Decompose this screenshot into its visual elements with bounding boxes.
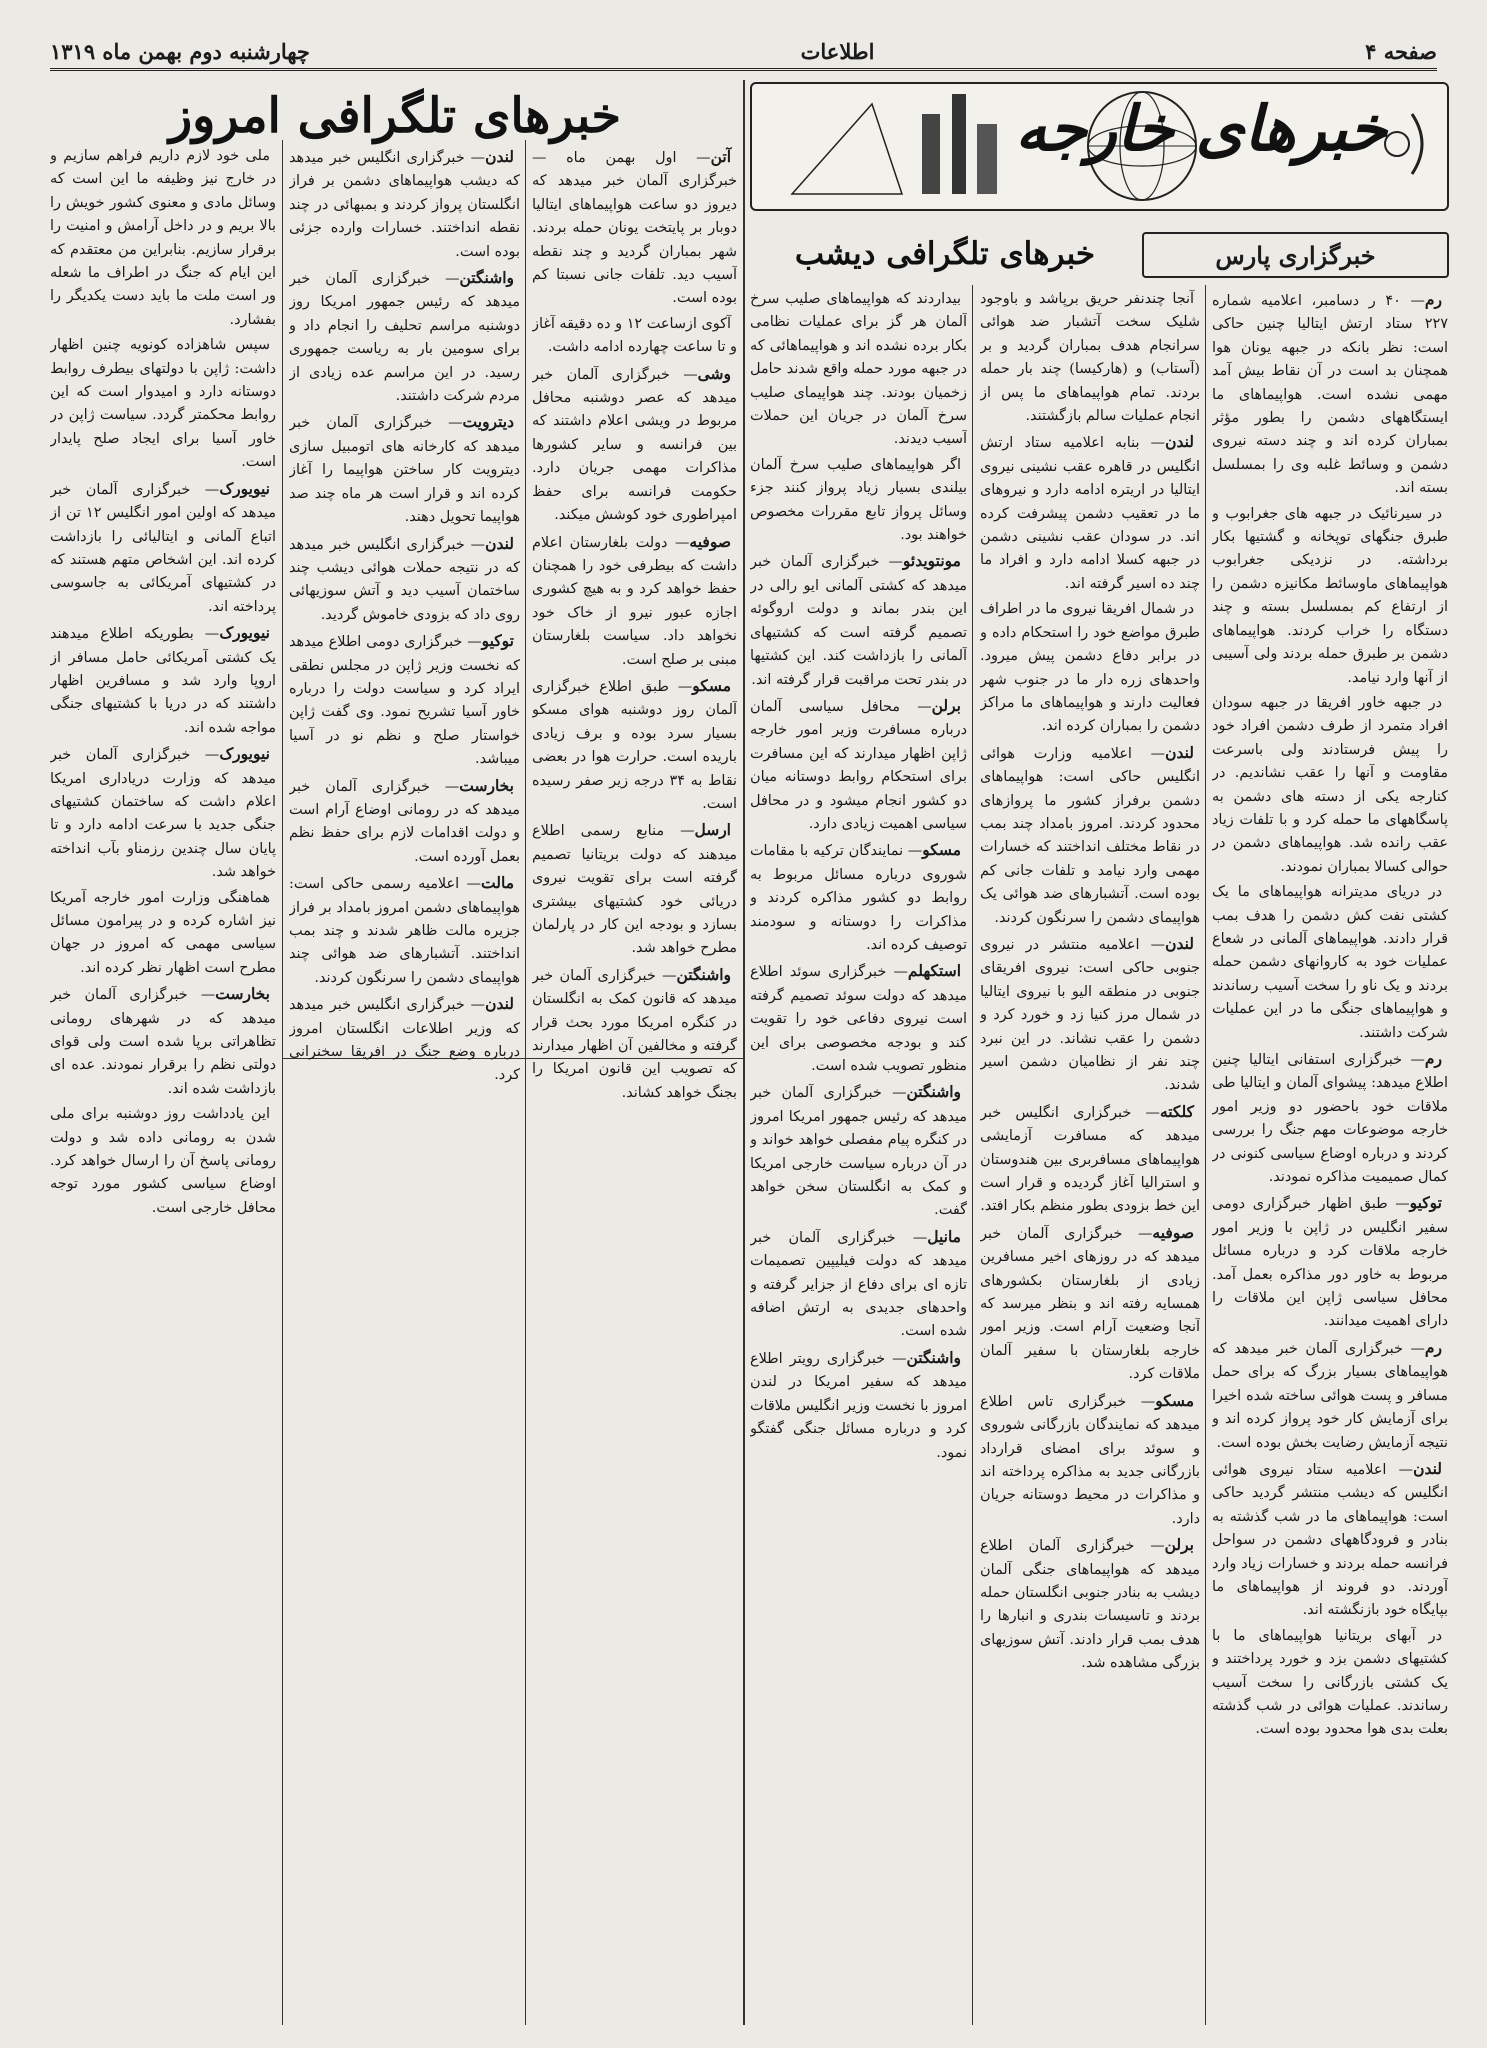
news-text: — خبرگزاری آلمان خبر میدهد که وزارت دریاداری امریکا اعلام داشت که ساختمان کشتیهای جنگی جدید با سرعت ادامه دارد و تا پایان سال چندین رزمناو بآب انداخته خواهد شد.: [50, 747, 276, 881]
news-item: [289, 410, 520, 529]
dateline: مانیل: [927, 1226, 961, 1246]
news-item: [1212, 692, 1448, 879]
news-text: — خبرگزاری استفانی ایتالیا چنین اطلاع میدهد: پیشوای آلمان و ایتالیا طی ملاقات خود باحضور دو وزیر امور خارجه موضوعات مهم جنگ را بررسی کردند و درباره اوضاع سیاسی کنونی در کمال صمیمیت مذاکره نمودند.: [1212, 1052, 1448, 1186]
pars-agency-label: خبرگزاری پارس: [1142, 232, 1449, 278]
news-item: [750, 838, 967, 957]
dateline: نیویورک: [219, 623, 270, 643]
news-text: — اعلامیه وزارت هوائی انگلیس حاکی است: هواپیماهای دشمن برفراز کشور ما پروازهای محدود کردند. امروز بامداد چند بمب در نقاط مختلف انداختند که خسارات مهمی وارد نیامد و تلفات جانی کم بوده است. آتشبارهای ضد هوائی یک هواپیمای دشمن را سرنگون کردند.: [980, 745, 1200, 926]
dateline: لندن: [1165, 742, 1194, 762]
dateline: لندن: [485, 147, 514, 166]
today-headline: خبرهای تلگرافی امروز: [169, 88, 621, 144]
dateline: واشنگتن: [906, 1082, 961, 1102]
news-text: در جبهه خاور افریقا در جبهه سودان افراد متمرد از طرف دشمن افراد خود را پیش فرستادند ولی باسرعت مقاومت و آنها را عقب نشاندیم. در کنارجه یکی از دسته های دشمن به پاسگاههای ما حمله کرد و با تلفات زیاد عقب رانده شد. هواپیماهای دشمن در حوالی کسالا بمباران نمودند.: [1212, 694, 1448, 875]
news-item: [50, 477, 276, 619]
news-text: بیداردند که هواپیماهای صلیب سرخ آلمان هر گز برای عملیات نظامی بکار برده نشده اند و هواپیماهائی که در جبهه مورد حمله واقع شدند حامل زخمیان بودند. چند هواپیمای صلیب سرخ آلمان در جریان این حملات آسیب دیدند.: [750, 291, 967, 448]
news-column-6: [50, 145, 276, 2023]
news-text: هماهنگی وزارت امور خارجه آمریکا نیز اشاره کرده و در پیرامون مسائل سیاسی مهمی که امروز در جهان مطرح است اظهار نظر کرده اند.: [50, 889, 276, 976]
news-text: آکوی ازساعت ۱۲ و ده دقیقه آغاز و تا ساعت چهارده ادامه داشت.: [532, 315, 737, 356]
news-item: [1212, 881, 1448, 1045]
news-text: — خبرگزاری آلمان خبر میدهد که اولین امور انگلیس ۱۲ تن از اتباع آلمانی و ایتالیائی را بازداشت کرده اند. این اشخاص متهم هستند که در کشتیهای آمریکائی به جاسوسی پرداخته اند.: [50, 481, 276, 615]
news-item: [532, 362, 737, 528]
news-item: [1212, 1191, 1448, 1333]
dateline: صوفیه: [1152, 1222, 1194, 1242]
dateline: وشی: [697, 363, 731, 383]
news-text: — اول بهمن ماه — خبرگزاری آلمان خبر میدهد که دیروز دو ساعت هواپیماهای ایتالیا دوبار بر پایتخت یونان حمله بردند. شهر بمباران گردید و چند نقطه آسیب دید. تلفات جانی نسبتا کم بوده است.: [532, 150, 737, 307]
news-item: [50, 887, 276, 981]
news-text: — خبرگزاری انگلیس خبر میدهد که در نتیجه حملات هوائی دیشب چند ساختمان آسیب دید و آتش سوزیهائی روی داد که بزودی خاموش گردید.: [289, 536, 520, 623]
news-item: [50, 982, 276, 1101]
news-text: — اعلامیه منتشر در نیروی جنوبی حاکی است: نیروی افریقای جنوبی در منطقه الیو با نیروی ایتالیا در شمال مرز کنیا زد و خورد کرد و دشمن را عقب نشاند. در این نبرد چند نفر از نظامیان دشمن اسیر شدند.: [980, 936, 1200, 1094]
banner-title: خبرهای خارجه: [1015, 92, 1387, 165]
dateline: لندن: [1165, 432, 1194, 452]
news-item: [980, 1389, 1200, 1531]
news-text: سپس شاهزاده کونویه چنین اظهار داشت: ژاپن با دولتهای بیطرف روابط دوستانه دارد و امیدوار است که این روابط محکمتر گردد. سیاست ژاپن در خاور آسیا برای ایجاد صلح پایدار است.: [50, 337, 276, 471]
dateline: واشنگتن: [459, 268, 514, 288]
news-item: [980, 932, 1200, 1098]
dateline: لندن: [485, 994, 514, 1014]
news-text: در دریای مدیترانه هواپیماهای ما یک کشتی نفت کش دشمن را هدف بمب قرار دادند. هواپیماهای آلمانی در شعاع عملیات خود به کاروانهای دشمن حمله بردند و یک ناو را سخت آسیب رساندند و هواپیماهای جنگی ما در این عملیات شرکت داشتند.: [1212, 884, 1448, 1041]
news-text: — خبرگزاری آلمان خبر میدهد که رئیس جمهور امریکا امروز در کنگره پیام مفصلی خواهد خواند و در آن درباره سیاست خارجی امریکا و کمک به انگلستان سخن خواهد گفت.: [750, 1085, 967, 1219]
news-item: [50, 621, 276, 740]
dateline: لندن: [485, 533, 514, 553]
news-text: — خبرگزاری آلمان خبر میدهد که در روزهای اخیر مسافرین زیادی از بلغارستان بکشورهای همسایه رفته اند و بنظر میرسد که آنجا وضعیت آرام است. وزیر امور خارجه بلغارستان با سفیر آلمان ملاقات کرد.: [980, 1225, 1200, 1383]
news-text: در شمال افریقا نیروی ما در اطراف طبرق مواضع خود را استحکام داده و در برابر دفاع دشمن پیش میرود. واحدهای زره دار ما در جنوب شهر فعالیت دارند و هواپیماهای ما مراکز دشمن را بمباران کرده اند.: [980, 601, 1200, 735]
dateline: آتن: [710, 147, 731, 166]
news-item: [750, 1346, 967, 1465]
news-item: [532, 963, 737, 1105]
news-item: [980, 430, 1200, 596]
news-column-3: [750, 288, 967, 2023]
issue-date: چهارشنبه دوم بهمن ماه ۱۳۱۹: [50, 38, 310, 64]
news-text: — خبرگزاری آلمان خبر میدهد که کشتی آلمانی ایو رالی در این بندر بماند و دولت اروگوئه تصمیم گرفته است که کشتیهای آلمانی را بازداشت کند. این کشتیها در بندر تحت مراقبت قرار گرفته اند.: [750, 554, 967, 688]
news-column-2: [980, 288, 1200, 2023]
news-text: آنجا چندنفر حریق برپاشد و باوجود شلیک سخت آتشبار ضد هوائی سرانجام هدف بمباران گردید و بر (آستاب) و (هارکیسا) چند بار حمله بردند. تمام هواپیماهای ما پس از انجام عملیات سالم بازگشتند.: [980, 291, 1200, 425]
news-text: — خبرگزاری انگلیس خبر میدهد که مسافرت آزمایشی هواپیماهای مسافربری بین هندوستان و استرالیا آغاز گردیده و قرار است این خط بزودی بطور منظم بکار افتد.: [980, 1104, 1200, 1215]
news-item: [750, 288, 967, 452]
news-item: [1212, 1457, 1448, 1623]
news-text: — خبرگزاری آلمان خبر میدهد که هواپیماهای بسیار بزرگ که برای حمل مسافر و پست هوائی ساخته شده اخیرا برای آزمایش کار خود پرواز کرده اند و نتیجه آزمایش رضایت بخش بوده است.: [1212, 1340, 1448, 1451]
dateline: نیویورک: [219, 744, 270, 764]
news-item: [50, 334, 276, 474]
news-item: [50, 145, 276, 332]
news-item: [1212, 1625, 1448, 1742]
news-item: [50, 1103, 276, 1220]
dateline: توکیو: [481, 631, 514, 651]
dateline: مسکو: [692, 675, 731, 695]
news-item: [532, 313, 737, 360]
news-column-5: [289, 145, 520, 2023]
running-head: [50, 34, 1437, 71]
news-item: [532, 145, 737, 311]
dateline: رم: [1424, 1337, 1442, 1357]
news-item: [289, 145, 520, 264]
news-text: — خبرگزاری آلمان خبر میدهد که کارخانه های اتومبیل سازی دیترویت کار ساختن هواپیما را آغاز کرده اند و قرار است هر ماه چند صد هواپیما تحویل دهند.: [289, 415, 520, 526]
news-item: [750, 959, 967, 1078]
news-text: در سیرنائیک در جبهه های جغرابوب و طبرق جنگهای توپخانه و گشتیها بکار برداشته. در نزدیکی جغرابوب هواپیماهای ماوسائط مکانیزه دشمن را از ارتفاع کم بمسلسل بسته و چند دستگاه را خراب کردند. هواپیماهای دشمن بر طبرق حمله بردند ولی آسیبی از آنها وارد نیامد.: [1212, 505, 1448, 686]
dateline: استکهلم: [907, 961, 961, 981]
news-item: [980, 1221, 1200, 1387]
news-text: — خبرگزاری رویتر اطلاع میدهد که سفیر امریکا در لندن امروز با نخست وزیر انگلیس ملاقات کرد و درباره مسائل جنگی گفتگو نمود.: [750, 1350, 967, 1461]
center-divider: [743, 80, 745, 2025]
news-item: [750, 549, 967, 691]
news-text: — خبرگزاری دومی اطلاع میدهد که نخست وزیر ژاپن در مجلس نطقی ایراد کرد و سیاست دولت را درباره خاور آسیا تشریح نمود. وی گفت ژاپن خواستار صلح و نظم نو در آسیا میباشد.: [289, 634, 520, 768]
news-item: [289, 629, 520, 771]
news-text: اگر هواپیماهای صلیب سرخ آلمان بیلندی بسیار زیاد پرواز کنند جزء وسائل پرواز تابع مقررات مخصوص خواهند بود.: [750, 456, 967, 544]
dateline: دیترویت: [462, 412, 514, 432]
news-text: — محافل سیاسی آلمان درباره مسافرت وزیر امور خارجه ژاپن اظهار میدارند که این مسافرت برای استحکام روابط دوستانه میان دو کشور انجام میشود و در محافل سیاسی اهمیت زیادی دارد.: [750, 698, 967, 832]
page-number: صفحه ۴: [1365, 38, 1437, 64]
news-item: [532, 674, 737, 816]
news-text: — خبرگزاری انگلیس خبر میدهد که وزیر اطلاعات انگلستان امروز درباره وضع جنگ در افریقا سخنرانی کرد.: [289, 997, 520, 1084]
news-text: — خبرگزاری آلمان خبر میدهد که در شهرهای رومانی تظاهراتی برپا شده است ولی قوای دولتی نظم را برقرار نمودند. عده ای بازداشت شده اند.: [50, 987, 276, 1097]
news-text: — بنابه اعلامیه ستاد ارتش انگلیس در قاهره عقب نشینی نیروی ایتالیا در اریتره ادامه دارد و نیروهای ما در تعقیب دشمن پیشرفت کرده اند. در سودان عقب نشینی دشمن در جبهه کسلا ادامه دارد و افراد ما چند ده اسیر گرفته اند.: [980, 435, 1200, 592]
last-night-headline: خبرهای تلگرافی دیشب: [794, 236, 1096, 272]
dateline: برلن: [931, 695, 961, 715]
news-item: [1212, 288, 1448, 501]
news-item: [532, 530, 737, 672]
news-column-4: [532, 145, 737, 2023]
dateline: مونتویدئو: [902, 551, 961, 571]
dateline: توکیو: [1409, 1193, 1442, 1213]
news-item: [50, 742, 276, 884]
news-text: — اعلامیه ستاد نیروی هوائی انگلیس که دیشب منتشر گردید حاکی است: هواپیماهای ما در شب گذشته به بنادر و فرودگاههای دشمن در سواحل فرانسه حمله بردند و خسارات زیاد وارد آوردند. دو فروند از هواپیماهای ما بپایگاه خود بازنگشته اند.: [1212, 1461, 1448, 1619]
news-text: — نمایندگان ترکیه با مقامات شوروی درباره مسائل مربوط به روابط دو کشور مذاکره کردند و مذاکرات را دوستانه و سودمند توصیف کرده اند.: [750, 843, 967, 953]
news-item: [289, 266, 520, 408]
dateline: لندن: [1413, 1458, 1442, 1478]
news-item: [980, 741, 1200, 930]
dateline: مالت: [481, 873, 514, 893]
news-text: — خبرگزاری آلمان خبر میدهد که قانون کمک به انگلستان در کنگره امریکا مورد بحث قرار گرفته و مخالفین آن اظهار میدارند که تصویب این قانون امریکا را بجنگ خواهد کشاند.: [532, 967, 737, 1101]
news-text: — بطوریکه اطلاع میدهند یک کشتی آمریکائی حامل مسافر از اروپا وارد شد و مسافرین اظهار داشتند که در دریا با کشتیهای جنگی مواجه شده اند.: [50, 626, 276, 736]
news-item: [980, 1533, 1200, 1675]
dateline: برلن: [1164, 1535, 1194, 1555]
dateline: ارسل: [694, 820, 731, 840]
news-item: [750, 454, 967, 548]
news-text: — خبرگزاری آلمان خبر میدهد که رئیس جمهور امریکا روز دوشنبه مراسم تحلیف را انجام داد و برای سومین بار به ریاست جمهوری رسید. در این مراسم عده زیادی از مردم شرکت داشتند.: [289, 271, 520, 405]
news-text: — ۴۰ ر دسامبر، اعلامیه شماره ۲۲۷ ستاد ارتش ایتالیا چنین حاکی است: نظر بانکه در جبهه یونان هوا همچنان بد است در آن نقاط بیش آمد مهمی نشده است. هواپیماهای ما ایستگاههای دشمن را بطور مؤثر بمباران کرده اند و چند دسته نیروی دشمن و وسائط غلبه وی را بمسلسل بسته اند.: [1212, 293, 1448, 497]
news-text: — خبرگزاری سوئد اطلاع میدهد که دولت سوئد تصمیم گرفته است نیروی دفاعی خود را تقویت کند و بودجه مخصوصی برای این منظور تصویب شده است.: [750, 964, 967, 1074]
news-text: — طبق اظهار خبرگزاری دومی سفیر انگلیس در ژاپن با وزیر امور خارجه ملاقات کرد و درباره مسائل مربوط به خاور دور مذاکره بعمل آمد. محافل سیاسی ژاپن این ملاقات را دارای اهمیت میدانند.: [1212, 1196, 1448, 1330]
dateline: رم: [1424, 1049, 1442, 1068]
news-text: — اعلامیه رسمی حاکی است: هواپیماهای دشمن امروز بامداد بر فراز جزیره مالت ظاهر شدند و چند بمب انداختند. آتشبارهای ضد هوائی چند هواپیمای دشمن را سرنگون کردند.: [289, 876, 520, 986]
news-text: — منابع رسمی اطلاع میدهند که دولت بریتانیا تصمیم گرفته است برای تقویت نیروی دریائی خود کشتیهای بیشتری بسازد و بودجه این کار در پارلمان مطرح خواهد شد.: [532, 823, 737, 957]
news-text: — خبرگزاری آلمان اطلاع میدهد که هواپیماهای جنگی آلمان دیشب به بنادر جنوبی انگلستان حمله بردند و تاسیسات بندری و انبارها را هدف بمب قرار دادند. آتش سوزیهای بزرگی مشاهده شد.: [980, 1538, 1200, 1672]
news-item: [289, 992, 520, 1088]
dateline: واشنگتن: [676, 964, 731, 984]
column-rule: [972, 285, 973, 2025]
column-rule: [282, 140, 283, 2025]
news-item: [980, 288, 1200, 428]
news-item: [750, 1080, 967, 1222]
dateline: رم: [1424, 290, 1442, 309]
news-item: [1212, 503, 1448, 690]
news-item: [289, 871, 520, 990]
dateline: بخارست: [459, 775, 514, 795]
news-text: ملی خود لازم داریم فراهم سازیم و در خارج نیز وظیفه ما این است که وسائل مادی و معنوی کشور خویش را بالا بریم و در داخل آرامش و امنیت را برقرار سازیم. بنابراین من معتقدم که این ایام که جنگ در اطراف ما شعله ور است ملت ما باید دست یکدیگر را بفشارد.: [50, 148, 276, 328]
news-text: — دولت بلغارستان اعلام داشت که بیطرفی خود را همچنان حفظ خواهد کرد و به هیچ کشوری اجازه عبور نیرو از خاک خود نخواهد داد. سیاست بلغارستان مبنی بر صلح است.: [532, 534, 737, 668]
dateline: مسکو: [1155, 1390, 1194, 1410]
news-item: [980, 1100, 1200, 1219]
column-rule: [525, 140, 526, 2025]
news-text: این یادداشت روز دوشنبه برای ملی شدن به رومانی داده شد و دولت رومانی پاسخ آن را ارسال خواهد کرد. اوضاع سیاسی کشور مورد توجه محافل خارجی است.: [50, 1106, 276, 1216]
dateline: مسکو: [922, 840, 961, 860]
news-text: — خبرگزاری تاس اطلاع میدهد که نمایندگان بازرگانی شوروی و سوئد برای امضای قرارداد بازرگانی جدید به مذاکره پرداخته اند و مذاکرات در محیط دوستانه جریان دارد.: [980, 1393, 1200, 1527]
news-text: — خبرگزاری انگلیس خبر میدهد که دیشب هواپیماهای دشمن بر فراز انگلستان پرواز کردند و بمبهائی در چند نقطه انداختند. خسارات وارده جزئی بوده است.: [289, 150, 520, 260]
news-item: [1212, 1336, 1448, 1455]
dateline: بخارست: [215, 984, 270, 1004]
dateline: واشنگتن: [906, 1347, 961, 1367]
news-item: [980, 598, 1200, 738]
dateline: صوفیه: [689, 531, 731, 551]
newspaper-name: اطلاعات: [800, 38, 875, 64]
dateline: کلکته: [1159, 1101, 1194, 1121]
foreign-news-banner: [750, 82, 1449, 211]
news-column-1: [1212, 288, 1448, 2023]
column-rule: [1205, 285, 1206, 2025]
news-item: [289, 532, 520, 628]
news-item: [750, 1225, 967, 1344]
dateline: نیویورک: [219, 478, 270, 498]
news-item: [532, 818, 737, 960]
news-text: — طبق اطلاع خبرگزاری آلمان روز دوشنبه هوای مسکو بسیار سرد بوده و برف زیادی باریده است. حرارت هوا در بعضی نقاط به ۳۴ درجه زیر صفر رسیده است.: [532, 678, 737, 812]
news-item: [289, 774, 520, 870]
news-text: — خبرگزاری آلمان خبر میدهد که در رومانی اوضاع آرام است و دولت اقدامات لازم برای حفظ نظم بعمل آورده است.: [289, 778, 520, 865]
news-item: [750, 694, 967, 836]
news-text: — خبرگزاری آلمان خبر میدهد که دولت فیلیپین تصمیمات تازه ای برای دفاع از جزایر گرفته و واحدهای جدیدی به ارتش اضافه شده است.: [750, 1229, 967, 1340]
news-text: در آبهای بریتانیا هواپیماهای ما با کشتیهای دشمن بزد و خورد پرداختند و یک کشتی بازرگانی را سخت آسیب رساندند. عملیات هوائی در شب گذشته بعلت بدی هوا محدود بوده است.: [1212, 1627, 1448, 1738]
dateline: لندن: [1165, 933, 1194, 953]
news-item: [1212, 1047, 1448, 1189]
news-text: — خبرگزاری آلمان خبر میدهد که عصر دوشنبه محافل مربوط در ویشی اعلام داشتند که بین فرانسه و سایر کشورها مذاکرات مهمی جریان دارد. حکومت فرانسه برای حفظ امپراطوری خود کوشش میکند.: [532, 366, 737, 524]
